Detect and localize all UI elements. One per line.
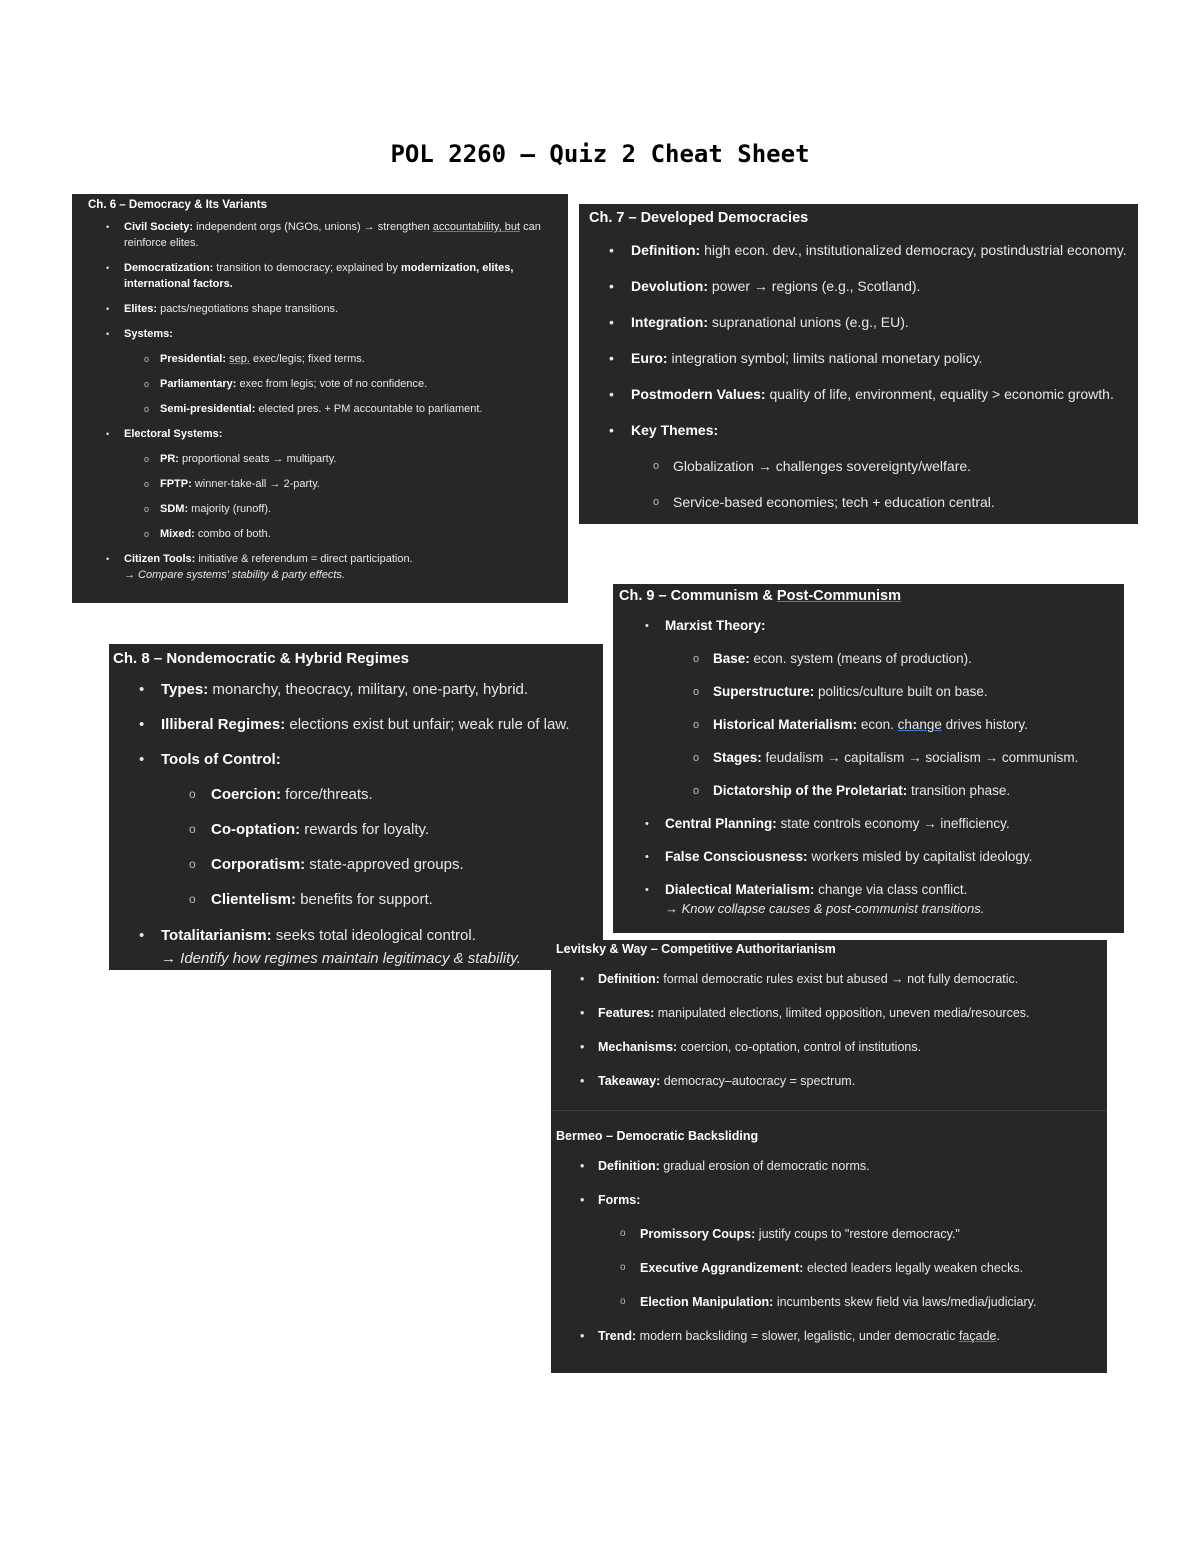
page-title: POL 2260 – Quiz 2 Cheat Sheet <box>390 140 810 168</box>
list-item: • Citizen Tools: initiative & referendum = direct participation. → Compare systems' stability & party effects. <box>88 551 568 583</box>
list-item: • Forms: <box>556 1191 1107 1209</box>
bermeo-heading: Bermeo – Democratic Backsliding <box>556 1129 759 1143</box>
list-item: • Dialectical Materialism: change via class conflict. → Know collapse causes & post-communist transitions. <box>619 880 1124 919</box>
list-item: • Takeaway: democracy–autocracy = spectrum. <box>556 1072 1107 1090</box>
list-item: • Electoral Systems: <box>88 426 568 442</box>
list-item: o Superstructure: politics/culture built on base. <box>619 682 1124 702</box>
list-item: o Service-based economies; tech + education central. <box>589 492 1138 512</box>
list-item: o Parliamentary: exec from legis; vote of no confidence. <box>88 376 568 392</box>
levitsky-bermeo-panel <box>551 940 1107 1373</box>
list-item: o Clientelism: benefits for support. <box>113 889 603 910</box>
list-item: o Election Manipulation: incumbents skew field via laws/media/judiciary. <box>556 1293 1107 1311</box>
ch9-list <box>619 616 1124 919</box>
ch6-list <box>88 219 568 583</box>
list-item: • Definition: formal democratic rules exist but abused → not fully democratic. <box>556 970 1107 988</box>
list-item: • Definition: high econ. dev., institutionalized democracy, postindustrial economy. <box>589 240 1138 260</box>
list-item: • Totalitarianism: seeks total ideological control. → Identify how regimes maintain legitimacy & stability. <box>113 924 603 970</box>
list-item: • Postmodern Values: quality of life, environment, equality > economic growth. <box>589 384 1138 404</box>
list-item: • Types: monarchy, theocracy, military, one-party, hybrid. <box>113 679 603 700</box>
ch9-note: → Know collapse causes & post-communist transitions. <box>665 901 985 916</box>
list-item: • Marxist Theory: <box>619 616 1124 636</box>
ch6-note: → Compare systems' stability & party effects. <box>124 569 345 581</box>
list-item: • Integration: supranational unions (e.g., EU). <box>589 312 1138 332</box>
list-item: • Central Planning: state controls economy → inefficiency. <box>619 814 1124 834</box>
list-item: • Illiberal Regimes: elections exist but unfair; weak rule of law. <box>113 714 603 735</box>
list-item: o SDM: majority (runoff). <box>88 501 568 517</box>
list-item: • Systems: <box>88 326 568 342</box>
ch8-heading: Ch. 8 – Nondemocratic & Hybrid Regimes <box>113 650 409 667</box>
ch7-panel <box>579 204 1138 524</box>
list-item: • Elites: pacts/negotiations shape transitions. <box>88 301 568 317</box>
ch9-panel <box>613 584 1124 933</box>
list-item: o Presidential: sep. exec/legis; fixed terms. <box>88 351 568 367</box>
list-item: • Civil Society: independent orgs (NGOs, unions) → strengthen accountability, but can reinforce elites. <box>88 219 568 251</box>
list-item: o FPTP: winner-take-all → 2-party. <box>88 476 568 492</box>
list-item: • False Consciousness: workers misled by capitalist ideology. <box>619 847 1124 867</box>
list-item: o PR: proportional seats → multiparty. <box>88 451 568 467</box>
ch7-list <box>589 240 1138 512</box>
list-item: o Globalization → challenges sovereignty/welfare. <box>589 456 1138 476</box>
list-item: • Devolution: power → regions (e.g., Scotland). <box>589 276 1138 296</box>
levitsky-heading: Levitsky & Way – Competitive Authoritarianism <box>556 942 836 956</box>
list-item: • Tools of Control: <box>113 749 603 770</box>
ch8-list <box>113 679 603 970</box>
list-item: • Democratization: transition to democracy; explained by modernization, elites, international factors. <box>88 260 568 292</box>
list-item: o Executive Aggrandizement: elected leaders legally weaken checks. <box>556 1259 1107 1277</box>
list-item: o Mixed: combo of both. <box>88 526 568 542</box>
list-item: • Features: manipulated elections, limited opposition, uneven media/resources. <box>556 1004 1107 1022</box>
ch7-heading: Ch. 7 – Developed Democracies <box>589 210 809 226</box>
ch6-heading: Ch. 6 – Democracy & Its Variants <box>88 199 267 211</box>
levitsky-list <box>556 970 1107 1090</box>
bermeo-list <box>556 1157 1107 1345</box>
list-item: o Historical Materialism: econ. change drives history. <box>619 715 1124 735</box>
ch6-panel <box>72 194 568 603</box>
list-item: o Co-optation: rewards for loyalty. <box>113 819 603 840</box>
list-item: o Promissory Coups: justify coups to "restore democracy." <box>556 1225 1107 1243</box>
list-item: o Base: econ. system (means of production). <box>619 649 1124 669</box>
section-divider <box>551 1110 1107 1111</box>
list-item: o Dictatorship of the Proletariat: transition phase. <box>619 781 1124 801</box>
ch9-heading: Ch. 9 – Communism & Post-Communism <box>619 588 901 604</box>
list-item: o Stages: feudalism → capitalism → socialism → communism. <box>619 748 1124 768</box>
list-item: • Definition: gradual erosion of democratic norms. <box>556 1157 1107 1175</box>
list-item: o Semi-presidential: elected pres. + PM accountable to parliament. <box>88 401 568 417</box>
list-item: • Trend: modern backsliding = slower, legalistic, under democratic façade. <box>556 1327 1107 1345</box>
list-item: o Corporatism: state-approved groups. <box>113 854 603 875</box>
list-item: • Mechanisms: coercion, co-optation, control of institutions. <box>556 1038 1107 1056</box>
ch8-panel <box>109 644 603 970</box>
list-item: • Key Themes: <box>589 420 1138 440</box>
list-item: o Coercion: force/threats. <box>113 784 603 805</box>
list-item: • Euro: integration symbol; limits national monetary policy. <box>589 348 1138 368</box>
ch8-note: → Identify how regimes maintain legitimacy & stability. <box>161 950 521 967</box>
